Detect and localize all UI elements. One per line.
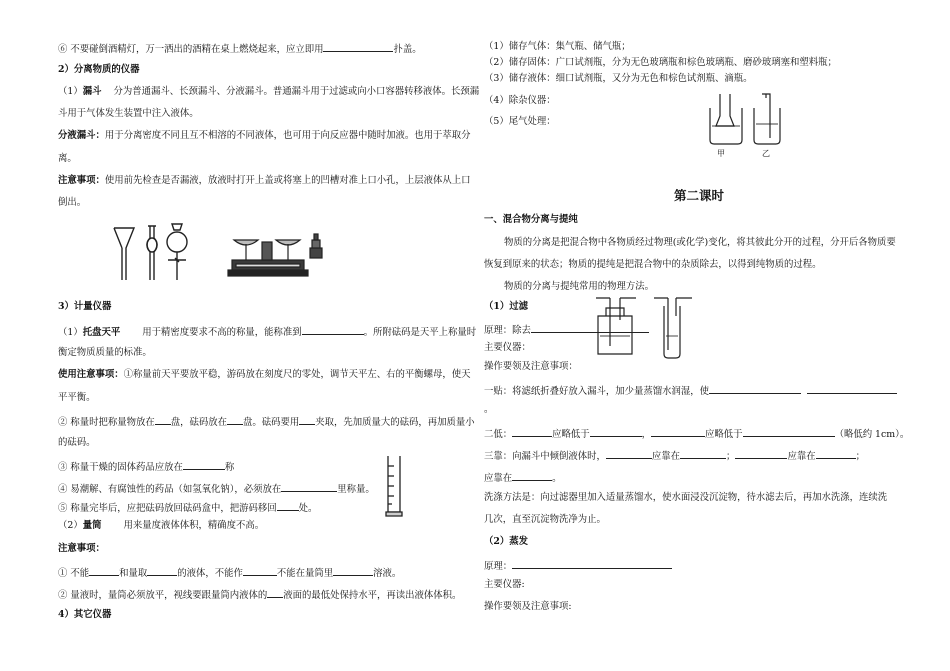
- text-line: 物质的分离是把混合物中各物质经过物理(或化学)变化，将其彼此分开的过程，分开后各物质要: [504, 237, 896, 248]
- text-line: 一贴：将滤纸折叠好放入漏斗，加少量蒸馏水润湿，使: [484, 383, 897, 398]
- text-line: （4）除杂仪器：: [484, 95, 556, 106]
- text-line: 恢复到原来的状态；物质的提纯是把混合物中的杂质除去，以得到纯物质的过程。: [484, 259, 822, 270]
- text-line: 倒出。: [58, 197, 87, 208]
- blank: [281, 481, 337, 492]
- blank: [680, 448, 726, 459]
- gas-washing-illustration: [592, 296, 702, 360]
- text-line: （2）量筒 用来量度液体体积，精确度不高。: [58, 520, 265, 531]
- text-line: 物质的分离与提纯常用的物理方法。: [504, 281, 655, 292]
- blank: [302, 324, 364, 335]
- text-line: ② 称量时把称量物放在 盘，砝码放在 盘。砝码要用 夹取，先加质量大的砝码，再加质量小: [58, 414, 475, 429]
- blank: [183, 459, 225, 470]
- text-line: ⑤ 称量完毕后，应把砝码放回砝码盒中，把游码移回 处。: [58, 500, 317, 515]
- blank: [606, 448, 652, 459]
- text-line: 注意事项：使用前先检查是否漏液，放液时打开上盖或将塞上的凹槽对准上口小孔，上层液体从上口: [58, 175, 471, 186]
- section-heading: 2）分离物质的仪器: [58, 64, 140, 75]
- funnel-illustration: [110, 218, 200, 288]
- text-line: ① 不能 和量取 的液体，不能作 不能在量筒里 溶液。: [58, 565, 401, 580]
- text-line: 斗用于气体发生装置中注入液体。: [58, 108, 199, 119]
- text-line: （3）储存液体：细口试剂瓶，又分为无色和棕色试剂瓶、滴瓶。: [484, 73, 753, 84]
- text-line: （1）托盘天平 用于精密度要求不高的称量，能称准到 。所附砝码是天平上称量时: [58, 324, 476, 339]
- section-heading: 3）计量仪器: [58, 301, 112, 312]
- text-line: （2）储存固体：广口试剂瓶，分为无色玻璃瓶和棕色玻璃瓶、磨砂玻璃塞和塑料瓶；: [484, 57, 837, 68]
- text-line: 三靠：向漏斗中倾倒液体时， 应靠在 ； 应靠在 ；: [484, 448, 865, 463]
- text-line: 主要仪器:: [484, 579, 525, 590]
- text-line: 应靠在 。: [484, 470, 562, 485]
- blank: [743, 426, 835, 437]
- blank: [512, 426, 552, 437]
- blank: [267, 587, 283, 598]
- section-heading: （2）蒸发: [484, 536, 529, 547]
- text-line: ⑥ 不要碰倒酒精灯，万一洒出的酒精在桌上燃烧起来，应立即用 扑盖。: [58, 41, 422, 56]
- text-line: 原理：除去: [484, 322, 649, 337]
- blank: [323, 41, 393, 52]
- blank: [709, 383, 801, 394]
- text-line: （1）储存气体：集气瓶、储气瓶；: [484, 41, 631, 52]
- blank: [227, 414, 243, 425]
- blank: [816, 448, 856, 459]
- blank: [243, 565, 277, 576]
- caption-yi: 乙: [762, 149, 770, 158]
- text-line: 二低： 应略低于 ， 应略低于 （略低约 1cm）。: [484, 426, 909, 441]
- text-line: （5）尾气处理：: [484, 116, 556, 127]
- graduated-cylinder-illustration: [384, 452, 408, 522]
- balance-illustration: [228, 224, 328, 280]
- blank: [147, 565, 177, 576]
- text-line: ② 量液时，量筒必须放平，视线要跟量筒内液体的 液面的最低处保持水平，再读出液体体积。: [58, 587, 461, 602]
- lesson-title: 第二课时: [674, 188, 725, 203]
- text-line: 几次，直至沉淀物洗净为止。: [484, 514, 606, 525]
- blank: [651, 426, 705, 437]
- blank: [512, 558, 672, 569]
- blank: [512, 470, 552, 481]
- text-line: 的砝码。: [58, 437, 96, 448]
- text-line: 主要仪器：: [484, 342, 531, 353]
- text-line: ④ 易潮解、有腐蚀性的药品（如氢氧化钠），必须放在 里称量。: [58, 481, 375, 496]
- caption-jia: 甲: [717, 149, 725, 158]
- text-line: 操作要领及注意事项：: [484, 361, 578, 372]
- text-line: 衡定物质质量的标准。: [58, 347, 152, 358]
- blank: [277, 500, 299, 511]
- text-line: 洗涤方法是：向过滤器里加入适量蒸馏水，使水面浸没沉淀物，待水滤去后，再加水洗涤，连续洗: [484, 492, 888, 503]
- blank: [155, 414, 171, 425]
- text-line: 原理：: [484, 558, 672, 573]
- section-heading: （1）过滤: [484, 301, 529, 312]
- text-line: 操作要领及注意事项:: [484, 601, 572, 612]
- blank: [590, 426, 642, 437]
- text-line: ③ 称量干燥的固体药品应放在 称: [58, 459, 234, 474]
- text-line: （1）漏斗 分为普通漏斗、长颈漏斗、分液漏斗。普通漏斗用于过滤或向小口容器转移液体。长颈漏: [58, 86, 480, 97]
- section-heading: 注意事项：: [58, 543, 105, 554]
- text-line: 分液漏斗：用于分离密度不同且互不相溶的不同液体，也可用于向反应器中随时加液。也用于萃取分: [58, 130, 471, 141]
- text-line: 平平衡。: [58, 392, 96, 403]
- blank: [333, 565, 373, 576]
- blank: [299, 414, 315, 425]
- text-line: 。: [484, 404, 494, 415]
- section-heading: 一、混合物分离与提纯: [484, 214, 578, 225]
- blank: [807, 383, 897, 394]
- text-line: 离。: [58, 153, 77, 164]
- blank: [89, 565, 119, 576]
- section-heading: 4）其它仪器: [58, 609, 112, 620]
- blank: [735, 448, 787, 459]
- text-line: 使用注意事项：①称量前天平要放平稳，游码放在刻度尺的零处，调节天平左、右的平衡螺母，使天: [58, 369, 471, 380]
